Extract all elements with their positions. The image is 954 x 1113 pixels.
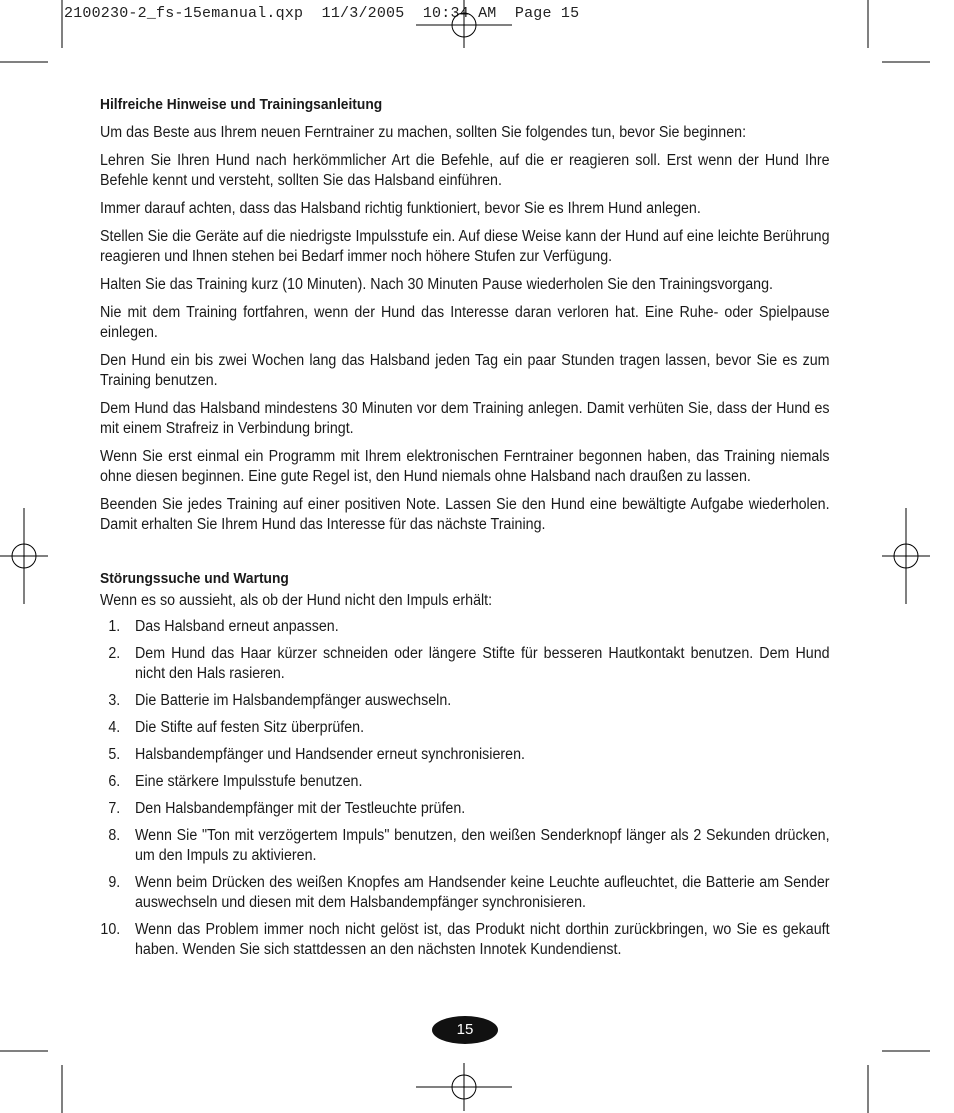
paragraph: Den Hund ein bis zwei Wochen lang das Halsband jeden Tag ein paar Stunden tragen lassen, bevor Sie es zum Training benutzen.: [100, 352, 830, 389]
paragraph: Nie mit dem Training fortfahren, wenn der Hund das Interesse daran verloren hat. Eine Ruhe- oder Spielpause einlegen.: [100, 304, 830, 341]
list-item: [100, 617, 830, 637]
print-slug: 2100230-2_fs-15emanual.qxp 11/3/2005 10:34 AM Page 15: [64, 5, 580, 22]
section-heading-training-tips: Hilfreiche Hinweise und Trainingsanleitung: [100, 96, 383, 113]
paragraph: Stellen Sie die Geräte auf die niedrigste Impulsstufe ein. Auf diese Weise kann der Hund auf eine leichte Berührung reagieren und Ihnen stehen bei Bedarf immer noch höhere Stufen zur Verfügung.: [100, 228, 830, 265]
list-item: [100, 772, 830, 792]
list-item-number: 5.: [108, 746, 121, 763]
list-item-number: 8.: [108, 827, 121, 844]
list-item: [100, 644, 830, 684]
list-item: [100, 799, 830, 819]
paragraph: Um das Beste aus Ihrem neuen Ferntrainer zu machen, sollten Sie folgendes tun, bevor Sie beginnen:: [100, 124, 747, 141]
registration-mark-right: [882, 508, 930, 604]
list-item-text: Die Batterie im Halsbandempfänger auswechseln.: [134, 692, 452, 709]
registration-mark-left: [0, 508, 48, 604]
registration-mark-bottom: [416, 1063, 512, 1111]
section-heading-troubleshooting: Störungssuche und Wartung: [100, 570, 289, 587]
list-item-text: Die Stifte auf festen Sitz überprüfen.: [134, 719, 365, 736]
list-item-text: Den Halsbandempfänger mit der Testleuchte prüfen.: [134, 800, 466, 817]
list-item-number: 10.: [100, 921, 121, 938]
list-item-text: Wenn das Problem immer noch nicht gelöst ist, das Produkt nicht dorthin zurückbringen, wo Sie es gekauft haben. Wenden Sie sich stattdessen an den nächsten Innotek Kundendienst.: [134, 921, 830, 958]
list-item-text: Wenn beim Drücken des weißen Knopfes am Handsender keine Leuchte aufleuchtet, die Batterie am Sender auswechseln und diesen mit dem Halsbandempfänger synchronisieren.: [134, 874, 830, 911]
troubleshooting-list: [100, 617, 830, 960]
paragraph: Dem Hund das Halsband mindestens 30 Minuten vor dem Training anlegen. Damit verhüten Sie, dass der Hund es mit einem Strafreiz in Verbindung bringt.: [100, 400, 830, 437]
list-item-text: Halsbandempfänger und Handsender erneut synchronisieren.: [134, 746, 525, 763]
list-item-number: 3.: [108, 692, 121, 709]
troubleshooting-intro: Wenn es so aussieht, als ob der Hund nicht den Impuls erhält:: [100, 592, 493, 609]
list-item-text: Dem Hund das Haar kürzer schneiden oder längere Stifte für besseren Hautkontakt benutzen. Dem Hund nicht den Hals rasieren.: [134, 645, 830, 682]
paragraph: Wenn Sie erst einmal ein Programm mit Ihrem elektronischen Ferntrainer begonnen haben, das Training niemals ohne diesen beginnen. Eine gute Regel ist, den Hund niemals ohne Halsband nach draußen zu lassen.: [100, 448, 830, 485]
list-item-number: 2.: [108, 645, 121, 662]
list-item-number: 4.: [108, 719, 121, 736]
list-item: [100, 826, 830, 866]
list-item-text: Eine stärkere Impulsstufe benutzen.: [134, 773, 363, 790]
list-item: [100, 873, 830, 913]
paragraph: Immer darauf achten, dass das Halsband richtig funktioniert, bevor Sie es Ihrem Hund anlegen.: [100, 200, 701, 217]
paragraph: Beenden Sie jedes Training auf einer positiven Note. Lassen Sie den Hund eine bewältigte Aufgabe wiederholen. Damit erhalten Sie Ihrem Hund das Interesse für das nächste Training.: [100, 496, 830, 533]
list-item-number: 1.: [108, 618, 121, 635]
list-item-number: 7.: [108, 800, 121, 817]
list-item-text: Das Halsband erneut anpassen.: [134, 618, 339, 635]
page-number-badge: 15: [432, 1016, 498, 1044]
paragraph: Halten Sie das Training kurz (10 Minuten). Nach 30 Minuten Pause wiederholen Sie den Trainingsvorgang.: [100, 276, 773, 293]
list-item-text: Wenn Sie "Ton mit verzögertem Impuls" benutzen, den weißen Senderknopf länger als 2 Sekunden drücken, um den Impuls zu aktivieren.: [134, 827, 830, 864]
list-item: [100, 745, 830, 765]
paragraph: Lehren Sie Ihren Hund nach herkömmlicher Art die Befehle, auf die er reagieren soll. Erst wenn der Hund Ihre Befehle kennt und versteht, sollten Sie das Halsband einführen.: [100, 152, 830, 189]
list-item: [100, 691, 830, 711]
list-item-number: 6.: [108, 773, 121, 790]
page-content: [100, 95, 830, 960]
list-item: [100, 920, 830, 960]
list-item-number: 9.: [108, 874, 121, 891]
list-item: [100, 718, 830, 738]
